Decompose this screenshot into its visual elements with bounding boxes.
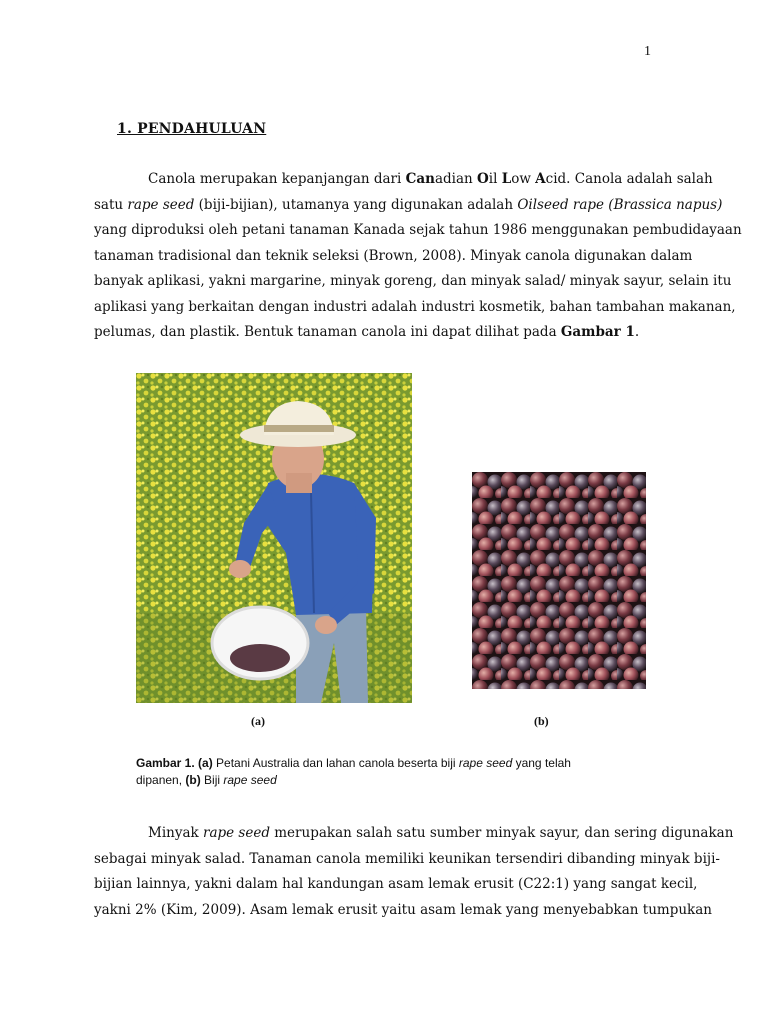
paragraph-intro (94, 167, 742, 346)
figure-label-b: (b) (534, 714, 549, 728)
photo-rapeseed-closeup (472, 472, 646, 689)
text-line: bijian lainnya, yakni dalam hal kandungan asam lemak erusit (C22:1) yang sangat kecil, (94, 876, 698, 892)
text-line: Canola merupakan kepanjangan dari Canadian Oil Low Acid. Canola adalah salah (148, 171, 713, 187)
text-line: banyak aplikasi, yakni margarine, minyak goreng, dan minyak salad/ minyak sayur, selain itu (94, 273, 732, 289)
caption-line: dipanen, (b) Biji rape seed (136, 773, 277, 787)
photo-farmer-canola-field (136, 373, 412, 703)
section-heading: 1. PENDAHULUAN (117, 121, 267, 137)
text-line: yang diproduksi oleh petani tanaman Kanada sejak tahun 1986 menggunakan pembudidayaan (94, 222, 742, 238)
text-line: yakni 2% (Kim, 2009). Asam lemak erusit yaitu asam lemak yang menyebabkan tumpukan (94, 901, 712, 918)
text-line: Minyak rape seed merupakan salah satu sumber minyak sayur, dan sering digunakan (148, 825, 734, 841)
text-line: aplikasi yang berkaitan dengan industri adalah industri kosmetik, bahan tambahan makanan, (94, 298, 736, 315)
text-line: tanaman tradisional dan teknik seleksi (Brown, 2008). Minyak canola digunakan dalam (94, 247, 693, 264)
paragraph-rapeseed (94, 821, 734, 923)
page-number: 1 (644, 44, 651, 59)
caption-line: Gambar 1. (a) Petani Australia dan lahan canola beserta biji rape seed yang telah (136, 756, 571, 770)
text-line: satu rape seed (biji-bijian), utamanya yang digunakan adalah Oilseed rape (Brassica napus) (94, 196, 723, 213)
figure-label-a: (a) (251, 714, 265, 728)
text-line: pelumas, dan plastik. Bentuk tanaman canola ini dapat dilihat pada Gambar 1. (94, 324, 640, 340)
figure-caption (136, 755, 616, 789)
text-line: sebagai minyak salad. Tanaman canola memiliki keunikan tersendiri dibanding minyak biji- (94, 850, 720, 867)
